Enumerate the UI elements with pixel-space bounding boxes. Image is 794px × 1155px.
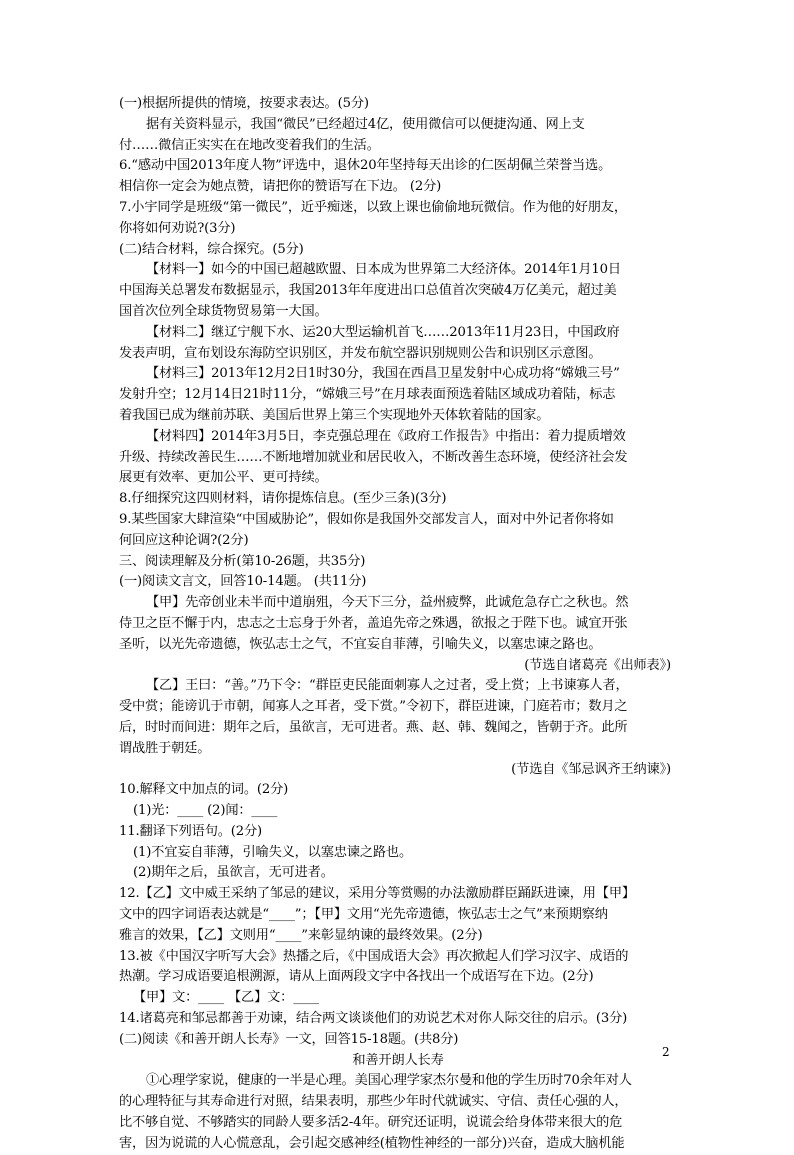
- text-line: (节选自《邹忌讽齐王纳谏》): [511, 761, 671, 777]
- text-line: 14.诸葛亮和邹忌都善于劝谏，结合两文谈谈他们的劝说艺术对你人际交往的启示。(3分): [119, 1011, 628, 1027]
- text-line: (1)光：____ (2)闻：____: [133, 803, 278, 819]
- text-line: 圣听，以光先帝遗德，恢弘志士之气，不宜妄自菲薄，引喻失义，以塞忠谏之路也。: [119, 636, 602, 652]
- text-line: 据有关资料显示，我国“微民”已经超过4亿，使用微信可以便捷沟通、网上支: [146, 116, 585, 132]
- text-line: 侍卫之臣不懈于内，忠志之士忘身于外者，盖追先帝之殊遇，欲报之于陛下也。诚宜开张: [119, 615, 628, 631]
- text-line: (二)阅读《和善开朗人长寿》一文，回答15-18题。(共8分): [119, 1031, 459, 1047]
- text-line: 【材料二】继辽宁舰下水、运20大型运输机首飞……2013年11月23日，中国政府: [146, 324, 620, 340]
- text-line: 受中赏；能谤讥于市朝，闻寡人之耳者，受下赏。”令初下，群臣进谏，门庭若市；数月之: [119, 699, 628, 715]
- text-line: 谓战胜于朝廷。: [119, 740, 211, 756]
- text-line: 雅言的效果，【乙】文则用“____”来彰显纳谏的最终效果。(2分): [119, 927, 483, 943]
- text-line: 中国海关总署发布数据显示，我国2013年年度进出口总值首次突破4万亿美元，超过美: [119, 283, 617, 299]
- text-line: (2)期年之后，虽欲言，无可进者。: [133, 865, 334, 881]
- text-line: 文中的四字词语表达就是“____”；【甲】文用“光先帝遗德，恢弘志士之气”来预期察纳: [119, 907, 608, 923]
- text-line: 6.“感动中国2013年度人物”评选中，退休20年坚持每天出诊的仁医胡佩兰荣誉当选。: [119, 158, 612, 174]
- text-line: 【乙】王曰：“善。”乃下令：“群臣吏民能面刺寡人之过者，受上赏；上书谏寡人者，: [146, 678, 629, 694]
- text-line: (一)根据所提供的情境，按要求表达。(5分): [119, 96, 369, 111]
- document-body: [119, 94, 677, 1155]
- text-line: (二)结合材料，综合探究。(5分): [119, 241, 304, 257]
- text-line: 9.某些国家大肆渲染“中国威胁论”，假如你是我国外交部发言人，面对中外记者你将如: [119, 511, 614, 527]
- text-line: (一)阅读文言文，回答10-14题。 (共11分): [119, 574, 367, 590]
- text-line: 8.仔细探究这四则材料，请你提炼信息。(至少三条)(3分): [119, 491, 447, 507]
- text-line: (1)不宜妄自菲薄，引喻失义，以塞忠谏之路也。: [133, 844, 412, 860]
- text-line: 【材料三】2013年12月2日1时30分，我国在西昌卫星发射中心成功将“嫦娥三号”: [146, 366, 620, 382]
- text-line: ①心理学家说，健康的一半是心理。美国心理学家杰尔曼和他的学生历时70余年对人: [146, 1073, 632, 1089]
- text-line: 【材料一】如今的中国已超越欧盟、日本成为世界第二大经济体。2014年1月10日: [146, 262, 621, 278]
- text-line: 11.翻译下列语句。(2分): [119, 823, 263, 839]
- text-line: 三、阅读理解及分析(第10-26题，共35分): [119, 553, 366, 569]
- text-line: 和善开朗人长寿: [352, 1052, 444, 1068]
- text-line: 展更有效率、更加公平、更可持续。: [119, 470, 328, 486]
- text-line: 发射升空；12月14日21时11分，“嫦娥三号”在月球表面预选着陆区域成功着陆，标志: [119, 387, 616, 403]
- page-number: 2: [662, 1045, 670, 1059]
- text-line: 【甲】文：____ 【乙】文：____: [133, 990, 319, 1006]
- text-line: 升级、持续改善民生……不断地增加就业和居民收入，不断改善生态环境，使经济社会发: [119, 449, 628, 465]
- text-line: 比不够自觉、不够踏实的同龄人要多活2-4年。研究还证明，说谎会给身体带来很大的危: [119, 1115, 623, 1131]
- text-line: 【甲】先帝创业未半而中道崩殂，今天下三分，益州疲弊，此诚危急存亡之秋也。然: [146, 595, 629, 611]
- text-line: 热潮。学习成语要追根溯源，请从上面两段文字中各找出一个成语写在下边。(2分): [119, 969, 594, 985]
- text-line: 13.被《中国汉字听写大会》热播之后，《中国成语大会》再次掀起人们学习汉字、成语的: [119, 948, 629, 964]
- text-line: 你将如何劝说?(3分): [119, 220, 236, 236]
- text-line: 国首次位列全球货物贸易第一大国。: [119, 303, 328, 319]
- text-line: 10.解释文中加点的词。(2分): [119, 782, 289, 798]
- text-line: 何回应这种论调?(2分): [119, 532, 249, 548]
- text-line: 7.小宇同学是班级“第一微民”，近乎痴迷，以致上课也偷偷地玩微信。作为他的好朋友，: [119, 199, 627, 215]
- text-line: 发表声明，宣布划设东海防空识别区，并发布航空器识别规则公告和识别区示意图。: [119, 345, 602, 361]
- text-line: 【材料四】2014年3月5日，李克强总理在《政府工作报告》中指出：着力提质增效: [146, 428, 626, 444]
- text-line: 12.【乙】文中威王采纳了邹忌的建议，采用分等赏赐的办法激励群臣踊跃进谏，用【甲】: [119, 886, 635, 902]
- text-line: 的心理特征与其寿命进行对照，结果表明，那些少年时代就诚实、守信、责任心强的人，: [119, 1094, 628, 1110]
- text-line: 后，时时而间进：期年之后，虽欲言，无可进者。燕、赵、韩、魏闻之，皆朝于齐。此所: [119, 719, 628, 735]
- text-line: 害，因为说谎的人心慌意乱，会引起交感神经(植物性神经的一部分)兴奋，造成大脑机能: [119, 1135, 625, 1151]
- text-line: (节选自诸葛亮《出师表》): [524, 657, 671, 673]
- text-line: 着我国已成为继前苏联、美国后世界上第三个实现地外天体软着陆的国家。: [119, 407, 550, 423]
- text-line: 相信你一定会为她点赞，请把你的赞语写在下边。 (2分): [119, 179, 442, 195]
- text-line: 付……微信正实实在在地改变着我们的生活。: [119, 137, 380, 153]
